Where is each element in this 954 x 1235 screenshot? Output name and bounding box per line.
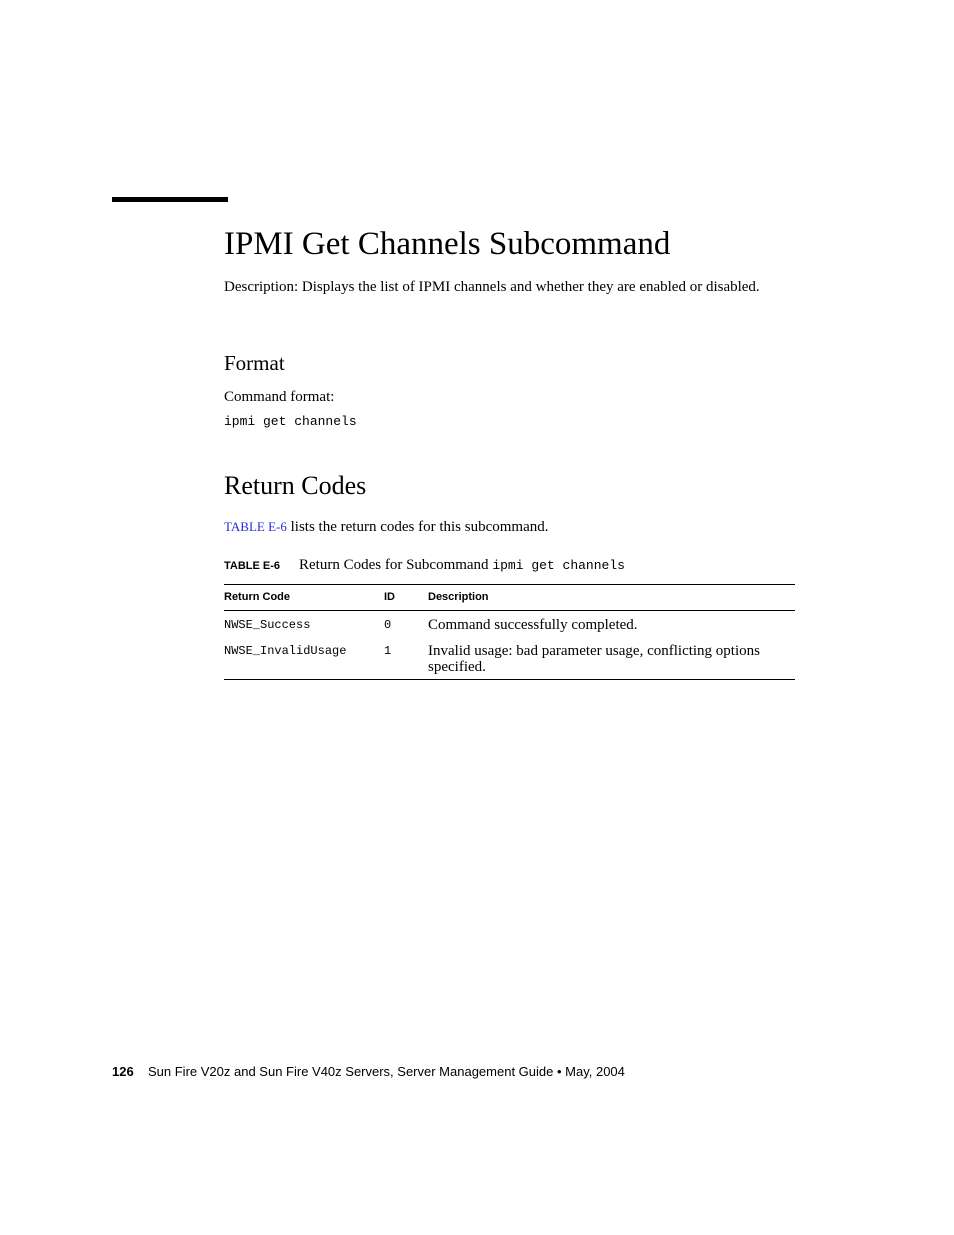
page-number: 126 (112, 1064, 134, 1079)
cell-return-code: NWSE_InvalidUsage (224, 644, 347, 658)
return-codes-table (224, 584, 795, 680)
cell-id: 0 (384, 618, 392, 632)
chapter-rule (112, 197, 228, 202)
cell-id: 1 (384, 644, 392, 658)
page-title: IPMI Get Channels Subcommand (224, 226, 671, 262)
table-caption-label: TABLE E-6 (224, 560, 281, 572)
header-description: Description (428, 591, 489, 603)
header-id: ID (384, 591, 395, 603)
table-caption (224, 557, 625, 575)
table-reference-paragraph (224, 518, 766, 536)
footer-text: Sun Fire V20z and Sun Fire V40z Servers, Server Management Guide • May, 2004 (148, 1064, 625, 1079)
header-return-code: Return Code (224, 591, 290, 603)
page-footer (112, 1064, 625, 1079)
cell-description: Invalid usage: bad parameter usage, conflicting options specified. (428, 643, 760, 675)
cell-description: Command successfully completed. (428, 617, 638, 633)
table-header-row (224, 585, 795, 611)
format-heading: Format (224, 351, 285, 375)
table-row (224, 637, 795, 679)
description-paragraph: Description: Displays the list of IPMI channels and whether they are enabled or disabled. (224, 279, 760, 295)
command-format-label: Command format: (224, 389, 335, 405)
cell-return-code: NWSE_Success (224, 618, 311, 632)
table-row (224, 611, 795, 637)
return-codes-heading: Return Codes (224, 471, 367, 500)
table-reference-text: lists the return codes for this subcommand. (286, 519, 549, 535)
table-reference-link[interactable]: TABLE E-6 (224, 519, 287, 534)
table-caption-code: ipmi get channels (492, 558, 625, 573)
table-caption-text: Return Codes for Subcommand (299, 557, 493, 573)
command-code: ipmi get channels (224, 414, 357, 429)
